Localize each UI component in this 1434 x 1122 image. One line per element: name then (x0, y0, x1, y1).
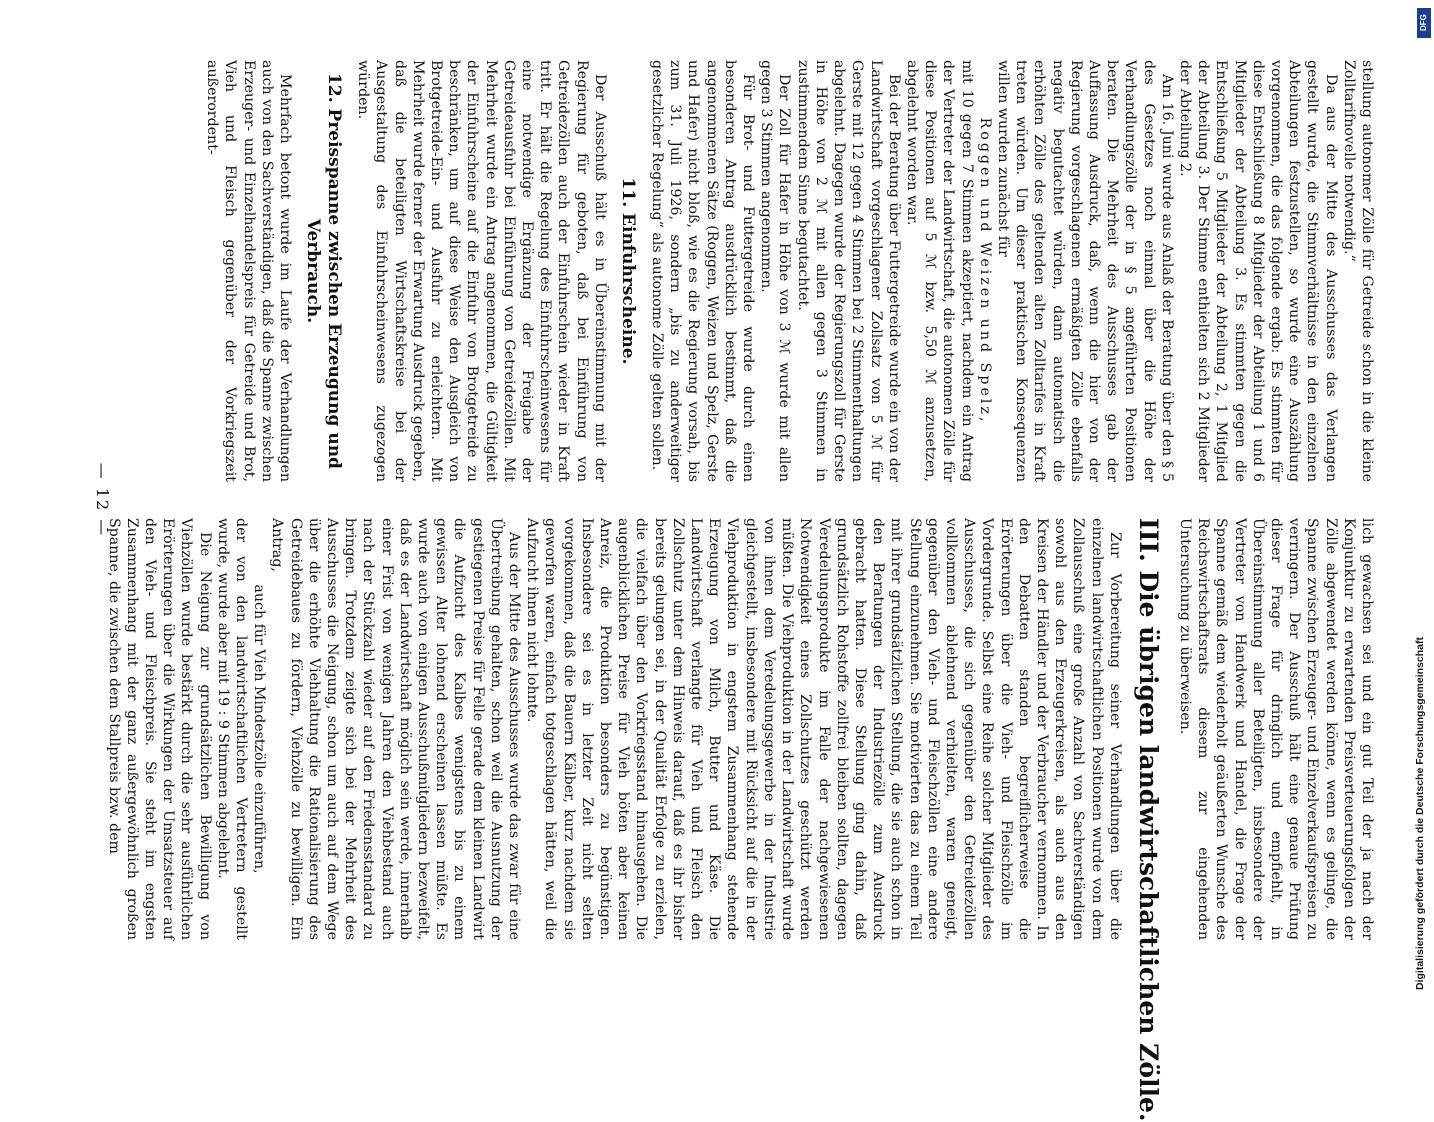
digitization-note: Digitalisierung gefördert durch die Deutsche Forschungsgemeinschaft (1414, 637, 1426, 990)
paragraph: Der Ausschuß hält es in Übereinstimmung mit der Regierung für geboten, daß bei Einführung von Getreidezöllen auch der Einfuhrschein wieder in Kraft tritt. Er hält die Regelung des Einfuhrscheinwesens für eine notwendige Ergänzung der Freigabe der Getreideausfuhr bei Einführung von Getreidezöllen. Mit Mehrheit wurde ein Antrag angenommen, die Gültigkeit der Einfuhrscheine auf die Einfuhr von Brotgetreide zu beschränken, um auf diese Weise den Ausgleich von Brotgetreide-Ein- und Ausfuhr zu erleichtern. Mit Mehrheit wurde ferner der Erwartung Ausdruck gegeben, daß die beteiligten Wirtschaftskreise bei der Ausgestaltung des Einfuhrscheinwesens zugezogen würden. (355, 60, 608, 482)
digitization-sidebar (1412, 0, 1434, 1000)
paragraph: Die Neigung zur grundsätzlichen Bewilligung von Viehzöllen wurde bestärkt durch die sehr ausführlichen Erörterungen über die Wirkungen der Umsatzsteuer auf den Vieh- und Fleischpreis. Sie steht im engsten Zusammenhang mit der ganz außergewöhnlich großen Spanne, die zwischen dem Stallpreis bzw. dem (105, 518, 213, 940)
paragraph-centered: auch für Vieh Mindestzölle einzuführen, (251, 584, 268, 874)
paragraph-centered: Roggen und Weizen und Spelz, (976, 117, 993, 425)
left-text-column (203, 60, 1376, 482)
paragraph: Mehrfach betont wurde im Laufe der Verhandlungen auch von den Sachverständigen, daß die Spanne zwischen Erzeuger- und Einzelhandelspreis für Getreide und Brot, Vieh und Fleisch gegenüber der Vorkriegszeit außerordent- (204, 60, 294, 482)
dfg-logo: DFG (1417, 8, 1431, 38)
paragraph: Am 16. Juni wurde aus Anlaß der Beratung über den § 5 des Gesetzes noch einmal über die Höhe der Verhandlungszölle der in § 5 angeführten Positionen beraten. Die Mehrheit des Ausschusses gab der Auffassung Ausdruck, daß, wenn die hier von der Regierung vorgeschlagenen ermäßigten Zölle ebenfalls negativ begutachtet würden, dann automatisch die erhöhten Zölle des geltenden alten Zolltarifes in Kraft treten würden. Um dieser praktischen Konsequenzen willen wurden zunächst für (994, 60, 1175, 482)
paragraph: Zur Vorbereitung seiner Verhandlungen über die einzelnen landwirtschaftlichen Positionen wurde von dem Zollausschuß eine große Anzahl von Sachverständigen sowohl aus den Erzeugerkreisen, als auch aus den Kreisen der Händler und der Verbraucher vernommen. In den Debatten standen begreiflicherweise die Erörterungen über die Vieh- und Fleischzölle im Vordergrunde. Selbst eine Reihe solcher Mitglieder des Ausschusses, die sich gegenüber den Getreidezöllen vollkommen ablehnend verhielten, waren geneigt, gegenüber den Vieh- und Fleischzöllen eine andere Stellung einzunehmen. Sie motivierten das zu einem Teil mit ihrer grundsätzlichen Stellung, die sie auch schon in den Beratungen der Industriezölle zum Ausdruck gebracht hatten. Diese Stellung ging dahin, daß grundsätzlich Rohstoffe zollfrei bleiben sollten, dagegen Veredelungsprodukte im Falle der nachgewiesenen Notwendigkeit eines Zollschutzes geschützt werden müßten. Die Viehproduktion in der Landwirtschaft wurde von ihnen dem Veredelungsgewerbe in der Industrie gleichgestellt, insbesondere mit Rücksicht auf die in der Viehproduktion in engstem Zusammenhang stehende Erzeugung von Milch, Butter und Käse. Die Landwirtschaft verlangte für Vieh und Fleisch den Zollschutz unter dem Hinweis darauf, daß es ihr bisher bereits gelungen sei, in der Qualität Erfolge zu erzielen, die vielfach über den Vorkriegsstand hinausgehen. Die augenblicklichen Preise für Vieh böten aber keinen Anreiz, die Produktion besonders zu begünstigen. Insbesondere sei es in letzter Zeit nicht selten vorgekommen, daß die Bauern Kälber, kurz nachdem sie geworfen waren, einfach totgeschlagen hätten, weil die Aufzucht ihnen nicht lohnte. (524, 518, 1123, 940)
paragraph: Da aus der Mitte des Ausschusses das Verlangen gestellt wurde, die Stimmverhältnisse in den einzelnen Abteilungen festzustellen, so wurde eine Auszählung vorgenommen, die das folgende ergab: Es stimmten für diese Entschließung 8 Mitglieder der Abteilung 1 und 6 Mitglieder der Abteilung 3. Es stimmten gegen die Entschließung 5 Mitglieder der Abteilung 2, 1 Mitglied der Abteilung 3. Der Stimme enthielten sich 2 Mitglieder der Abteilung 2. (1176, 60, 1339, 482)
section-heading-11: 11. Einfuhrscheine. (617, 177, 638, 365)
paragraph: stellung autonomer Zölle für Getreide schon in die kleine Zolltarifnovelle notwendig.“ (1340, 60, 1375, 482)
section-heading-iii: III. Die übrigen landwirtschaftlichen Zölle. (1133, 518, 1163, 1122)
paragraph: Bei der Beratung über Futtergetreide wurde ein von der Landwirtschaft vorgeschlagener Zollsatz von 5 ℳ für Gerste mit 12 gegen 4 Stimmen bei 2 Stimmenthaltungen abgelehnt. Dagegen wurde der Regierungszoll für Gerste in Höhe von 2 ℳ mit allen gegen 3 Stimmen in zustimmendem Sinne begutachtet. (794, 60, 902, 482)
page-number: — 12 — (93, 462, 112, 538)
right-text-column (104, 518, 1376, 1122)
paragraph: mit 10 gegen 7 Stimmen akzeptiert, nachdem ein Antrag der Vertreter der Landwirtschaft, die autonomen Zölle für diese Positionen auf 5 ℳ bzw. 5,50 ℳ anzusetzen, abgelehnt worden war. (903, 60, 975, 482)
section-heading-12: 12. Preisspanne zwischen Erzeugung und Verbrauch. (303, 73, 345, 469)
paragraph: Für Brot- und Futtergetreide wurde durch einen besonderen Antrag ausdrücklich bestimmt, daß die angenommenen Sätze (Roggen, Weizen und Spelz, Gerste und Hafer) nicht bloß, wie es die Regierung vorsah, bis zum 31. Juli 1926, sondern „bis zu anderweitiger gesetzlicher Regelung“ als autonome Zölle gelten sollen. (649, 60, 757, 482)
paragraph: Der Zoll für Hafer in Höhe von 3 ℳ wurde mit allen gegen 3 Stimmen angenommen. (758, 60, 793, 482)
paragraph: lich gewachsen sei und ein gut Teil der ja nach der Konjunktur zu erwartenden Preisverteuerungsfolgen der Zölle abgewendet werden könne, wenn es gelinge, die Spanne zwischen Erzeuger- und Einzelverkaufspreisen zu verringern. Der Ausschuß hält eine genaue Prüfung dieser Frage für dringlich und empfiehlt, in Übereinstimmung aller Beteiligten, insbesondere der Vertreter von Handwerk und Handel, die Frage der Spanne gemäß dem wiederholt geäußerten Wunsche des Reichswirtschaftsrats diesem zur eingehenden Untersuchung zu überweisen. (1176, 518, 1375, 940)
paragraph: Aus der Mitte des Ausschusses wurde das zwar für eine Übertreibung gehalten, schon weil die Ausnutzung der gestiegenen Preise für Felle gerade dem kleinen Landwirt die Aufzucht des Kalbes wenigstens bis zu einem gewissen Alter lohnend erscheinen lassen müßte. Es wurde auch von einigen Ausschußmitgliedern bezweifelt, daß es der Landwirtschaft möglich sein werde, innerhalb einer Frist von wenigen Jahren den Viehbestand auch nach der Stückzahl wieder auf den Friedensstandard zu bringen. Trotzdem zeigte sich bei der Mehrheit des Ausschusses die Neigung, schon um auch auf dem Wege über die erhöhte Viehhaltung die Rationalisierung des Getreidebaues zu fördern, Viehzölle zu bewilligen. Ein Antrag, (269, 518, 523, 940)
paragraph: der von den landwirtschaftlichen Vertretern gestellt wurde, wurde aber mit 19 : 9 Stimmen abgelehnt. (214, 518, 250, 940)
